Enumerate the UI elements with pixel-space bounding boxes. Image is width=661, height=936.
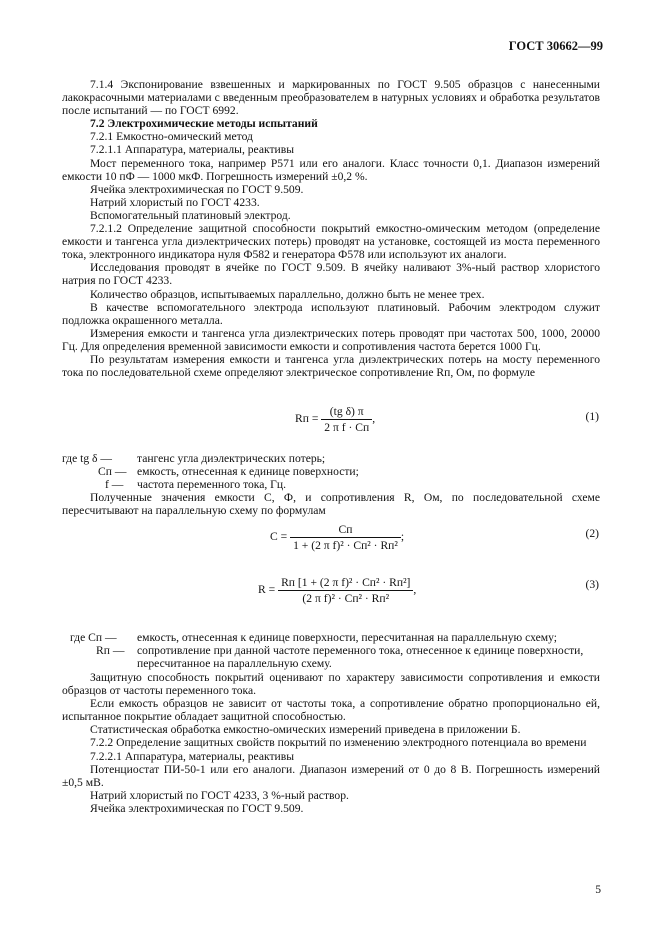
- numerator: Rп [1 + (2 π f)² · Cп² · Rп²]: [278, 576, 413, 591]
- term: где tg δ —: [62, 452, 112, 465]
- formula-fraction: [321, 405, 372, 434]
- paragraph: Натрий хлористый по ГОСТ 4233, 3 %-ный раствор.: [90, 788, 349, 802]
- formula-lhs: R =: [258, 583, 276, 597]
- standard-header: ГОСТ 30662—99: [508, 39, 603, 53]
- equation-number: (2): [585, 527, 599, 540]
- term: Rп —: [96, 644, 125, 658]
- definition: частота переменного тока, Гц.: [137, 478, 286, 492]
- definition-row: [62, 644, 600, 670]
- definition-row: [62, 452, 600, 465]
- equation-number: (1): [585, 410, 599, 423]
- paragraph: 7.2.2 Определение защитных свойств покрытий по изменению электродного потенциала во времени: [90, 736, 587, 750]
- paragraph: Ячейка электрохимическая по ГОСТ 9.509.: [90, 182, 304, 196]
- definition-row: [62, 478, 600, 491]
- text-block-2: [62, 491, 600, 517]
- paragraph: Вспомогательный платиновый электрод.: [90, 208, 291, 222]
- paragraph: Натрий хлористый по ГОСТ 4233.: [90, 195, 260, 209]
- definition: емкость, отнесенная к единице поверхности, пересчитанная на параллельную схему;: [137, 631, 557, 644]
- formula-2: [270, 523, 404, 552]
- paragraph: Количество образцов, испытываемых параллельно, должно быть не менее трех.: [90, 287, 485, 301]
- definitions-1: [62, 452, 600, 491]
- term: где Cп —: [70, 631, 117, 644]
- definition: тангенс угла диэлектрических потерь;: [137, 452, 326, 465]
- paragraph: Измерения емкости и тангенса угла диэлектрических потерь проводят при частотах 500, 1000, 20000 Гц. Для определения временной зависимости емкости и сопротивления частота берется 1000 Гц.: [62, 326, 600, 353]
- numerator: Cп: [290, 523, 401, 538]
- formula-punct: ,: [372, 412, 376, 426]
- paragraph: Если емкость образцов не зависит от частоты тока, а сопротивление обратно пропорционально ей, испытанное покрытие обладает защитной способностью.: [62, 697, 600, 724]
- paragraph: Полученные значения емкости C, Ф, и сопротивления R, Ом, по последовательной схеме пересчитывают на параллельную схему по формулам: [62, 491, 600, 518]
- formula-lhs: C =: [270, 530, 288, 544]
- paragraph: 7.2.1 Емкостно-омический метод: [90, 130, 253, 144]
- numerator: (tg δ) π: [321, 405, 372, 420]
- text-block-1: [62, 78, 600, 379]
- formula-fraction: [290, 523, 401, 552]
- definitions-2: [62, 631, 600, 670]
- denominator: 2 π f · Cп: [324, 421, 370, 434]
- formula-lhs: Rп =: [295, 412, 319, 426]
- paragraph: По результатам измерения емкости и тангенса угла диэлектрических потерь на мосту переменного тока по последовательной схеме определяют электрическое сопротивление Rп, Ом, по формуле: [62, 352, 600, 380]
- section-heading: 7.2 Электрохимические методы испытаний: [90, 117, 318, 131]
- paragraph: Исследования проводят в ячейке по ГОСТ 9.509. В ячейку наливают 3%-ный раствор хлористого натрия по ГОСТ 4233.: [62, 261, 600, 288]
- denominator: (2 π f)² · Cп² · Rп²: [302, 592, 390, 605]
- paragraph: 7.2.2.1 Аппаратура, материалы, реактивы: [90, 749, 294, 763]
- equation-number: (3): [585, 578, 599, 591]
- paragraph: В качестве вспомогательного электрода используют платиновый. Рабочим электродом служит подложка окрашенного металла.: [62, 300, 600, 327]
- formula-1: [295, 405, 375, 434]
- paragraph: Мост переменного тока, например Р571 или его аналоги. Класс точности 0,1. Диапазон измерений емкости 10 пФ — 1000 мкФ. Погрешность измерений ±0,2 %.: [62, 156, 600, 183]
- term: Cп —: [98, 465, 127, 479]
- formula-punct: ,: [413, 583, 417, 597]
- paragraph: 7.2.1.1 Аппаратура, материалы, реактивы: [90, 143, 294, 157]
- term: f —: [105, 478, 124, 492]
- text-block-3: [62, 671, 600, 815]
- paragraph: Потенциостат ПИ-50-1 или его аналоги. Диапазон измерений от 0 до 8 В. Погрешность измерений ±0,5 мВ.: [62, 762, 600, 789]
- paragraph: 7.2.1.2 Определение защитной способности покрытий емкостно-омическим методом (определение емкости и тангенса угла диэлектрических потерь) проводят на установке, состоящей из моста переменного тока, электронного индикатора нуля Ф582 и генератора Ф578 или используют их аналоги.: [62, 222, 600, 262]
- definition-row: [62, 465, 600, 478]
- formula-3: [258, 576, 416, 605]
- definition: емкость, отнесенная к единице поверхности;: [137, 465, 359, 479]
- paragraph: 7.1.4 Экспонирование взвешенных и маркированных по ГОСТ 9.505 образцов с нанесенными лакокрасочными материалами с введенным преобразователем в натурных условиях и обработка результатов после испытаний — по ГОСТ 6992.: [62, 78, 600, 118]
- paragraph: Ячейка электрохимическая по ГОСТ 9.509.: [90, 801, 304, 815]
- definition: сопротивление при данной частоте переменного тока, отнесенное к единице поверхности, пересчитанное на параллельную схему.: [137, 644, 584, 671]
- formula-fraction: [278, 576, 413, 605]
- denominator: 1 + (2 π f)² · Cп² · Rп²: [293, 539, 398, 552]
- paragraph: Защитную способность покрытий оценивают по характеру зависимости сопротивления и емкости образцов от частоты переменного тока.: [62, 671, 600, 698]
- formula-punct: ;: [400, 530, 405, 544]
- page-number: 5: [595, 883, 601, 896]
- paragraph: Статистическая обработка емкостно-омических измерений приведена в приложении Б.: [90, 723, 521, 737]
- definition-row: [62, 631, 600, 644]
